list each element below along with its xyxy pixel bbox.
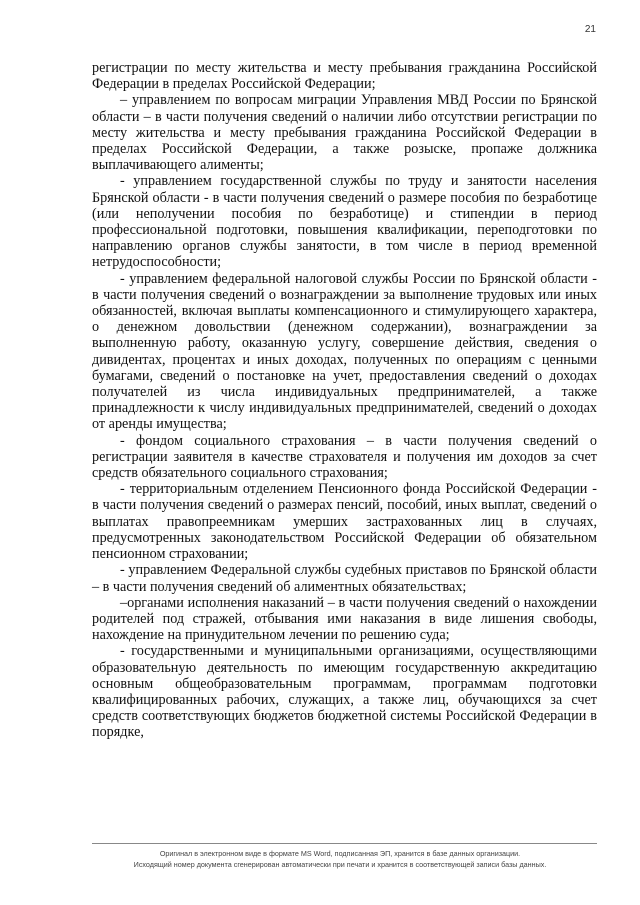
paragraph: - фондом социального страхования – в части получения сведений о регистрации заявителя в качестве страхователя и получения им доходов за счет средств обязательного социального страхования; bbox=[92, 432, 597, 482]
paragraph: - управлением федеральной налоговой службы России по Брянской области - в части получения сведений о вознаграждении за выполнение трудовых или иных обязанностей, включая выплаты компенсационного и стимулирующего характера, о денежном довольствии (денежном содержании), вознаграждении за выполненную работу, оказанную услугу, совершение действия, сведения о дивидентах, процентах и иных доходах, полученных по операциям с ценными бумагами, сведений о постановке на учет, предоставления сведений о доходах получателей из числа индивидуальных предпринимателей, а также принадлежности к числу индивидуальных предпринимателей, сведений о доходах от аренды имущества; bbox=[92, 270, 597, 433]
paragraph: – управлением по вопросам миграции Управления МВД России по Брянской области – в части получения сведений о наличии либо отсутствии регистрации по месту жительства и месту пребывания гражданина Российской Федерации в пределах Российской Федерации, а также розыске, пропаже должника выплачивающего алименты; bbox=[92, 92, 597, 174]
paragraph: –органами исполнения наказаний – в части получения сведений о нахождении родителей под стражей, отбывания ими наказания в виде лишения свободы, нахождение на принудительном лечении по решению суда; bbox=[92, 594, 597, 644]
footer-note-original: Оригинал в электронном виде в формате MS Word, подписанная ЭП, хранится в базе данных организации. bbox=[159, 849, 521, 858]
document-body bbox=[92, 60, 597, 741]
paragraph: - территориальным отделением Пенсионного фонда Российской Федерации - в части получения сведений о размерах пенсий, пособий, иных выплат, сведений о выплатах правопреемникам умерших застрахованных лиц в случаях, предусмотренных законодательством Российской Федерации об обязательном пенсионном страховании; bbox=[92, 481, 597, 563]
paragraph: регистрации по месту жительства и месту пребывания гражданина Российской Федерации в пределах Российской Федерации; bbox=[92, 60, 597, 93]
paragraph: - государственными и муниципальными организациями, осуществляющими образовательную деятельность по имеющим государственную аккредитацию основным общеобразовательным программам, программам подготовки квалифицированных рабочих, служащих, а также лиц, обучающихся за счет средств соответствующих бюджетов бюджетной системы Российской Федерации в порядке, bbox=[92, 643, 597, 741]
document-footer bbox=[60, 848, 620, 870]
page-number: 21 bbox=[584, 24, 596, 35]
footer-divider bbox=[92, 843, 597, 844]
paragraph: - управлением Федеральной службы судебных приставов по Брянской области – в части получения сведений об алиментных обязательствах; bbox=[92, 562, 597, 595]
footer-note-number: Исходящий номер документа сгенерирован автоматически при печати и хранится в соответствующей записи базы данных. bbox=[133, 860, 547, 869]
paragraph: - управлением государственной службы по труду и занятости населения Брянской области - в части получения сведений о размере пособия по безработице (или неполучении пособия по безработице) и стипендии в период профессиональной подготовки, повышения квалификации, переподготовки по направлению органов службы занятости, в том числе в период временной нетрудоспособности; bbox=[92, 173, 597, 271]
